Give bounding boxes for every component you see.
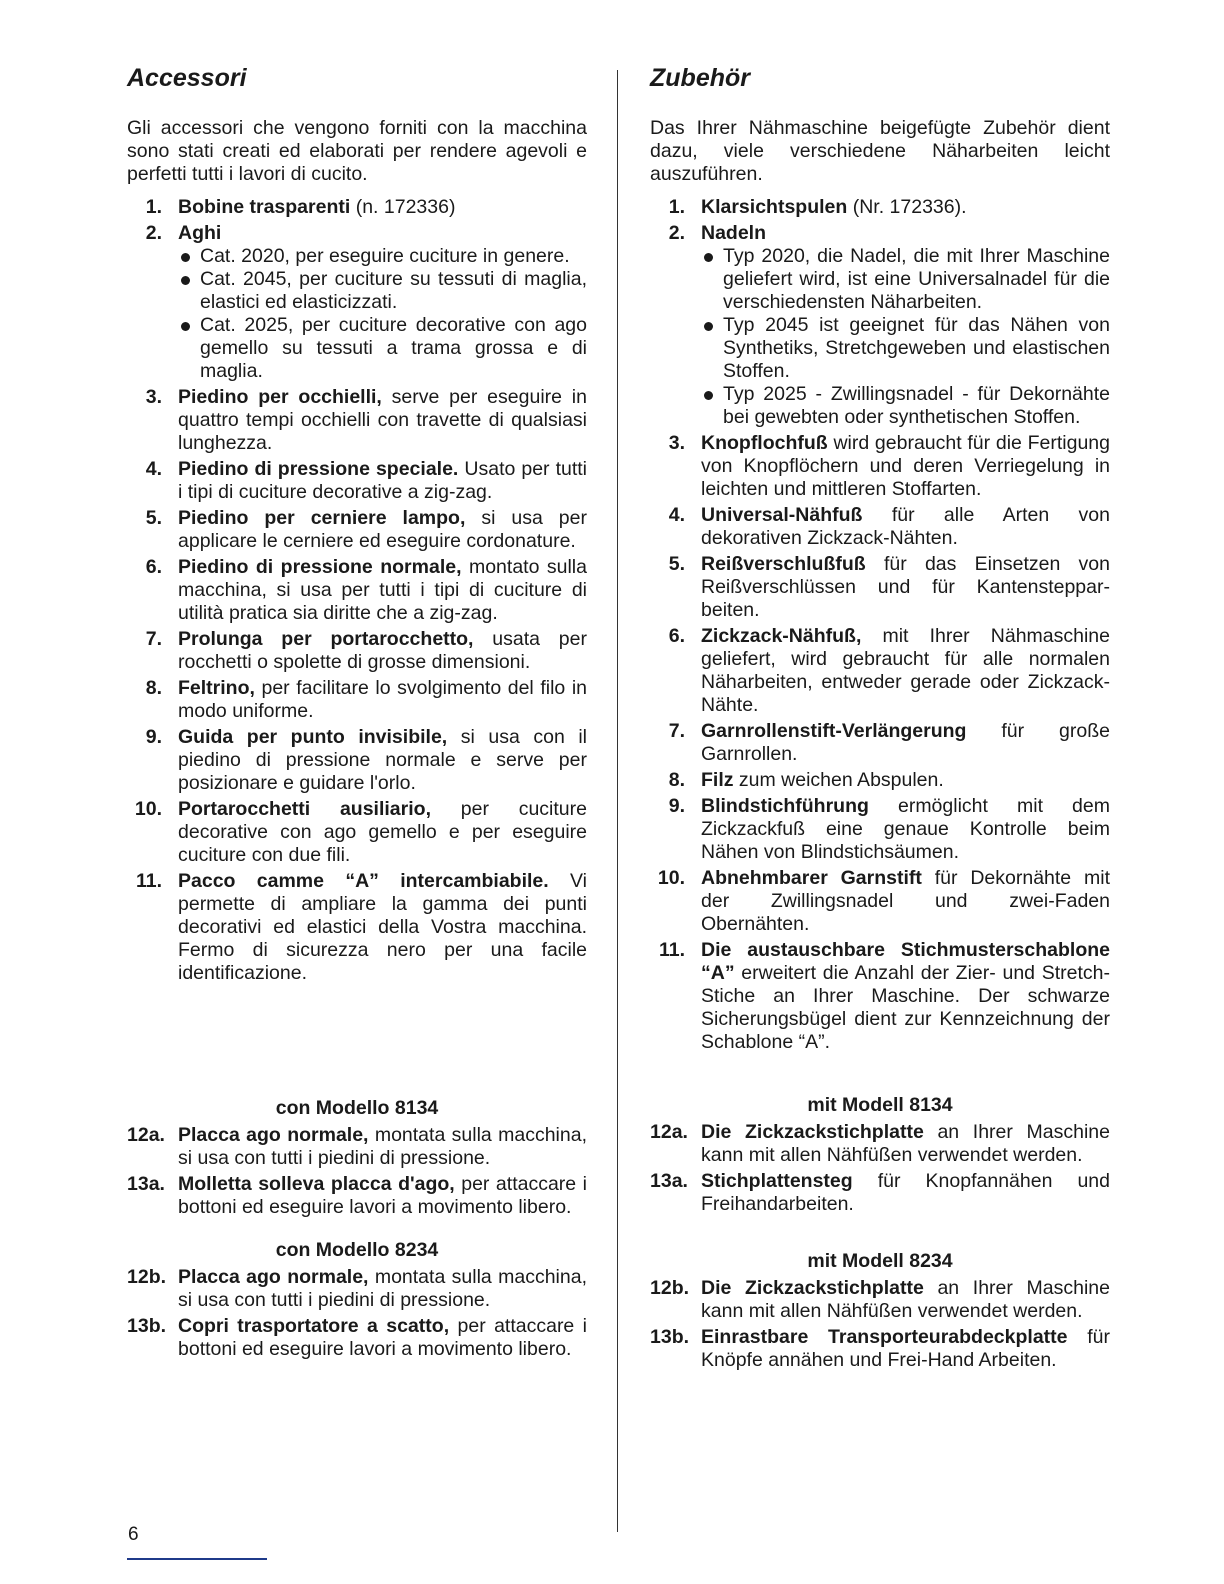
list-item: 2. Nadeln Typ 2020, die Nadel, die mit Ihrer Maschine geliefert wird, ist eine Universalnadel für die verschiedensten Näharbeiten. Typ 2045 ist geeignet für das Nähen von Synthetiks, Stretchgeweben und elastischen Stoffen. Typ 2025 - Zwillingsnadel - für Dekornähte bei gewebten oder synthetischen Stoffen. xyxy=(668,222,1110,428)
list-item: 9. Guida per punto invisibile, si usa con il piedino di pressione normale e serve per posizionare e guidare l'orlo. xyxy=(145,726,587,794)
list-item: 8. Filz zum weichen Abspulen. xyxy=(668,769,944,791)
list-item: 13a. Molletta solleva placca d'ago, per attaccare i bottoni ed eseguire lavori a movimento libero. xyxy=(127,1173,587,1218)
list-item: 5. Reißverschlußfuß für das Einsetzen von Reißverschlüssen und für Kantenstepparbeiten. xyxy=(668,553,1110,621)
list-item: 7. Garnrollenstift-Verlängerung für große Garnrollen. xyxy=(668,720,1110,765)
list-item: 10. Abnehmbarer Garnstift für Dekornähte mit der Zwillingsnadel und zwei-Faden Obernähten. xyxy=(657,867,1110,935)
list-item: 6. Piedino di pressione normale, montato sulla macchina, si usa per tutti i tipi di cuciture di utilità pratica sia diritte che a zig-zag. xyxy=(145,556,587,624)
page-number: 6 xyxy=(128,1524,139,1545)
model-heading-8134: con Modello 8134 xyxy=(275,1097,439,1119)
bullet-item: Typ 2020, die Nadel, die mit Ihrer Maschine geliefert wird, ist eine Universalnadel für die verschiedensten Näharbeiten. xyxy=(701,245,1110,314)
list-item: 1. Bobine trasparenti (n. 172336) xyxy=(145,196,456,218)
list-item: 3. Knopflochfuß wird gebraucht für die Fertigung von Knopflöchern und deren Verriegelung in leichten und mittleren Stoffarten. xyxy=(668,432,1110,500)
list-item: 1. Klarsichtspulen (Nr. 172336). xyxy=(668,196,967,218)
intro-paragraph: Gli accessori che vengono forniti con la macchina sono stati creati ed elaborati per rendere agevoli e perfetti tutti i lavori di cucito. xyxy=(127,117,587,185)
list-item: 12a. Die Zickzackstichplatte an Ihrer Maschine kann mit allen Nähfüßen verwendet werden. xyxy=(650,1121,1110,1166)
list-item: 12b. Die Zickzackstichplatte an Ihrer Maschine kann mit allen Nähfüßen verwendet werden. xyxy=(650,1277,1110,1322)
list-item: 11. Pacco camme “A” intercambiabile. Vi permette di ampliare la gamma dei punti decorativi ed elastici della Vostra macchina. Fermo di sicurezza nero per una facile identificazione. xyxy=(135,870,587,984)
list-item: 4. Piedino di pressione speciale. Usato per tutti i tipi di cuciture decorative a zig-zag. xyxy=(145,458,588,503)
footer-rule xyxy=(127,1558,267,1560)
intro-paragraph: Das Ihrer Nähmaschine beigefügte Zubehör dient dazu, viele verschiedene Näharbeiten leicht auszuführen. xyxy=(650,117,1110,185)
list-item: 5. Piedino per cerniere lampo, si usa per applicare le cerniere ed eseguire cordonature. xyxy=(145,507,587,552)
german-column xyxy=(650,62,1110,1372)
list-item: 13a. Stichplattensteg für Knopfannähen und Freihandarbeiten. xyxy=(650,1170,1110,1215)
list-item: 11. Die austauschbare Stichmusterschablone “A” erweitert die Anzahl der Zier- und Stretch-Stiche an Ihrer Maschine. Der schwarze Sicherungsbügel dient zur Kennzeichnung der Schablone “A”. xyxy=(658,939,1110,1053)
bullet-item: Cat. 2045, per cuciture su tessuti di maglia, elastici ed elasticizzati. xyxy=(178,268,587,314)
column-divider xyxy=(617,70,618,1532)
list-item: 12b. Placca ago normale, montata sulla macchina, si usa con tutti i piedini di pressione. xyxy=(127,1266,587,1311)
needle-bullet-list xyxy=(178,245,587,383)
model-heading-8234: con Modello 8234 xyxy=(275,1239,439,1261)
list-item: 3. Piedino per occhielli, serve per eseguire in quattro tempi occhielli con travette di qualsiasi lunghezza. xyxy=(145,386,587,454)
section-heading-zubehoer: Zubehör xyxy=(650,64,750,92)
list-item: 2. Aghi Cat. 2020, per eseguire cuciture in genere. Cat. 2045, per cuciture su tessuti di maglia, elastici ed elasticizzati. Cat. 2025, per cuciture decorative con ago gemello su tessuti a trama grossa e di maglia. xyxy=(145,222,587,382)
list-item: 4. Universal-Nähfuß für alle Arten von dekorativen Zickzack-Nähten. xyxy=(668,504,1110,549)
model-heading-8134: mit Modell 8134 xyxy=(807,1094,953,1116)
list-item: 7. Prolunga per portarocchetto, usata per rocchetti o spolette di grosse dimensioni. xyxy=(145,628,587,673)
needle-bullet-list xyxy=(701,245,1110,429)
list-item: 6. Zickzack-Nähfuß, mit Ihrer Nähmaschine geliefert, wird gebraucht für alle normalen Näharbeiten, entweder gerade oder Zickzack-Nähte. xyxy=(668,625,1110,716)
list-item: 12a. Placca ago normale, montata sulla macchina, si usa con tutti i piedini di pressione. xyxy=(127,1124,587,1169)
bullet-item: Cat. 2025, per cuciture decorative con ago gemello su tessuti a trama grossa e di maglia. xyxy=(178,314,587,383)
italian-column xyxy=(127,62,587,1361)
section-heading-accessori: Accessori xyxy=(127,64,247,92)
bullet-item: Cat. 2020, per eseguire cuciture in genere. xyxy=(178,245,587,268)
bullet-item: Typ 2045 ist geeignet für das Nähen von Synthetiks, Stretchgeweben und elastischen Stoffen. xyxy=(701,314,1110,383)
list-item: 13b. Einrastbare Transporteurabdeckplatte für Knöpfe annähen und Frei-Hand Arbeiten. xyxy=(650,1326,1110,1371)
model-heading-8234: mit Modell 8234 xyxy=(807,1250,953,1272)
list-item: 10. Portarocchetti ausiliario, per cuciture decorative con ago gemello e per eseguire cuciture con due fili. xyxy=(134,798,587,866)
list-item: 13b. Copri trasportatore a scatto, per attaccare i bottoni ed eseguire lavori a movimento libero. xyxy=(127,1315,587,1360)
list-item: 9. Blindstichführung ermöglicht mit dem Zickzackfuß eine genaue Kontrolle beim Nähen von Blindstichsäumen. xyxy=(668,795,1110,863)
list-item: 8. Feltrino, per facilitare lo svolgimento del filo in modo uniforme. xyxy=(145,677,587,722)
bullet-item: Typ 2025 - Zwillingsnadel - für Dekornähte bei gewebten oder synthetischen Stoffen. xyxy=(701,383,1110,429)
